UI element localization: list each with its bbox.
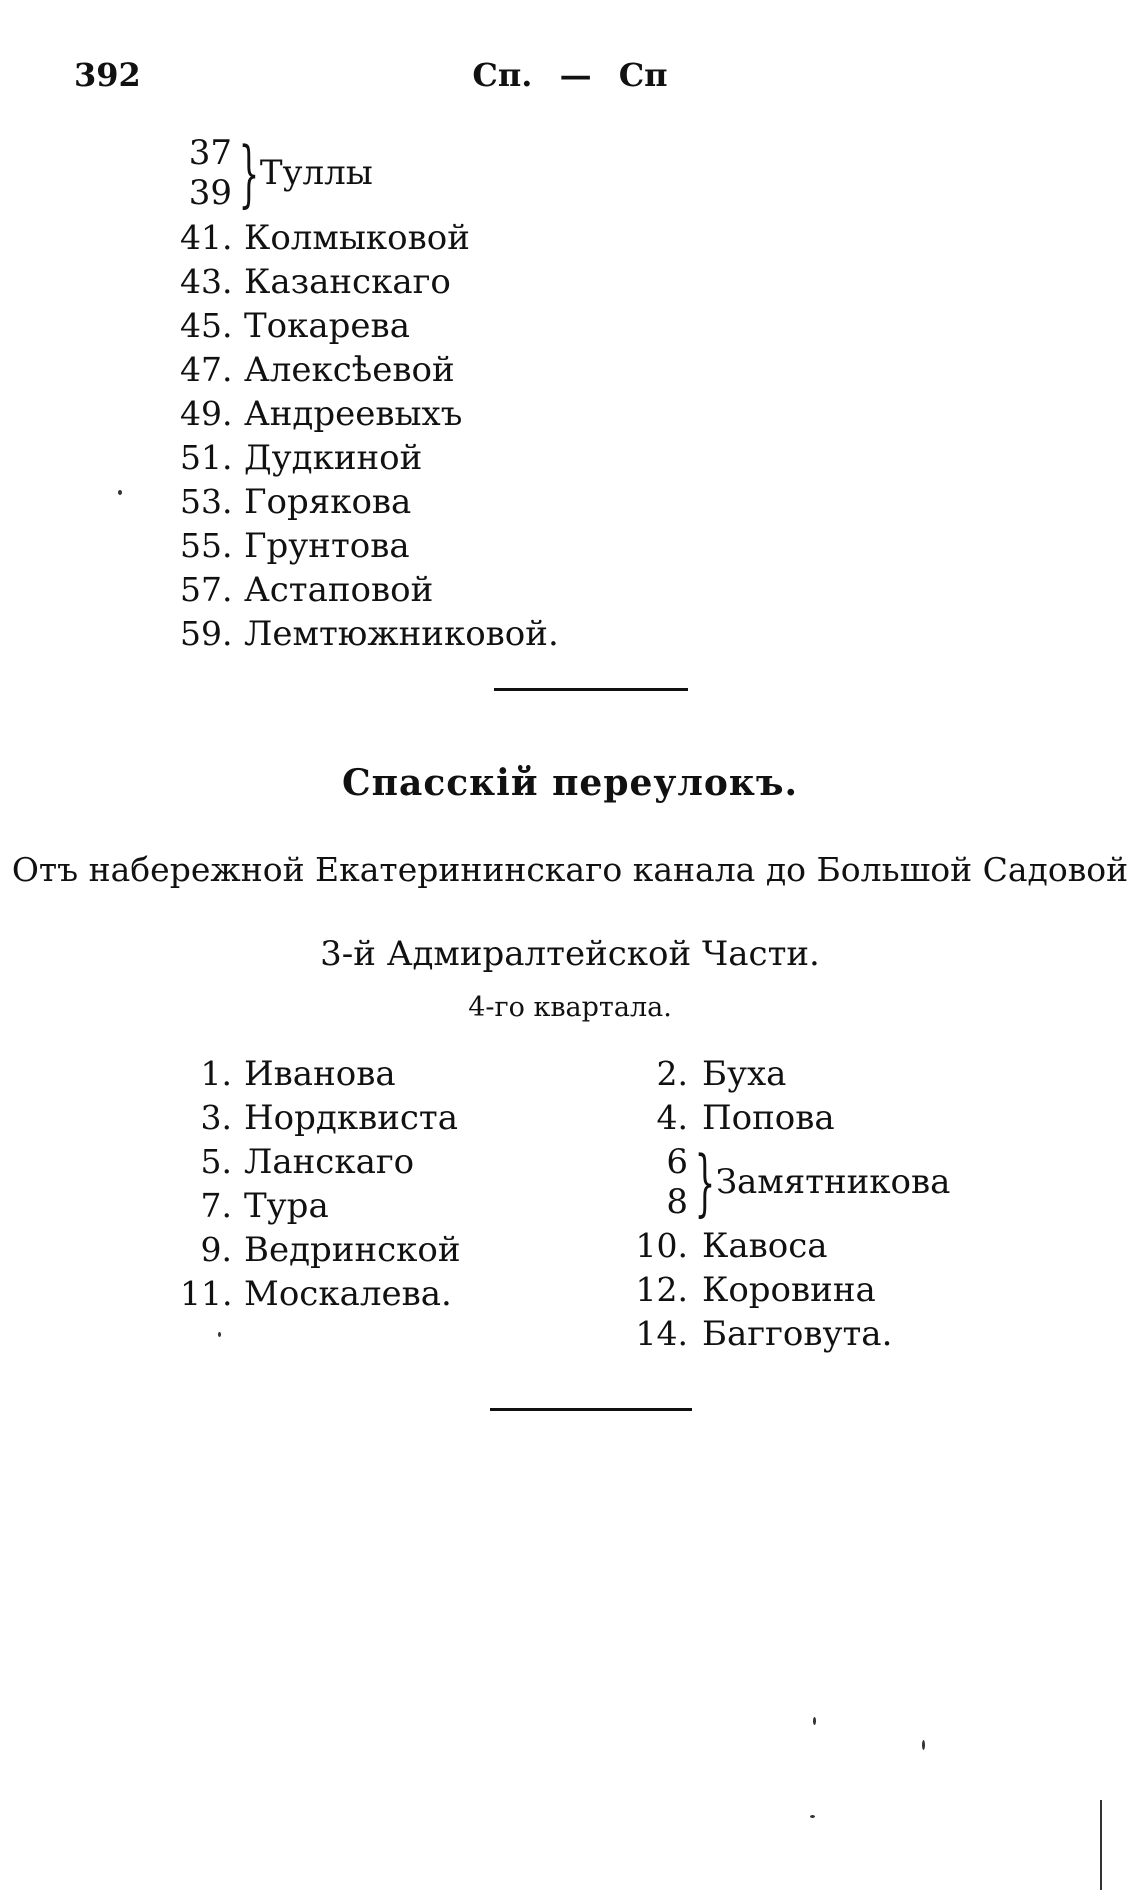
- owner-name: Грунтова: [244, 526, 410, 566]
- quarter-heading: 4-го квартала.: [468, 992, 672, 1023]
- list-item: [180, 436, 559, 480]
- brace-numbers: [180, 133, 232, 213]
- owner-name: Туллы: [259, 153, 373, 193]
- running-head-left: Сп.: [472, 56, 533, 94]
- list-item: [180, 1052, 461, 1096]
- brace-numbers: [630, 1142, 688, 1222]
- house-number: 51.: [180, 438, 233, 477]
- scan-speck: [1100, 1800, 1102, 1890]
- house-number: 49.: [180, 394, 233, 433]
- owner-name: Тура: [244, 1186, 329, 1226]
- list-item: [180, 304, 559, 348]
- house-number: 10.: [635, 1226, 688, 1265]
- house-number: 39: [188, 173, 232, 213]
- owner-name: Коровина: [702, 1270, 876, 1310]
- scan-speck: [922, 1740, 925, 1750]
- list-item: [180, 480, 559, 524]
- scan-speck: [118, 490, 122, 495]
- owner-name: Нордквиста: [244, 1098, 458, 1138]
- list-item: [180, 216, 559, 260]
- list-item: [180, 392, 559, 436]
- owner-name: Иванова: [244, 1054, 396, 1094]
- running-head-dash: —: [559, 56, 592, 94]
- list-item: [180, 1096, 461, 1140]
- house-number: 57.: [180, 570, 233, 609]
- brace-entry: [630, 1139, 950, 1225]
- house-number: 14.: [635, 1314, 688, 1353]
- house-number: 2.: [656, 1054, 688, 1093]
- owner-name: Токарева: [244, 306, 410, 346]
- owner-name: Попова: [702, 1098, 835, 1138]
- house-number: 3.: [200, 1098, 232, 1137]
- list-item: [180, 612, 559, 656]
- owner-name: Ведринской: [244, 1230, 461, 1270]
- house-number: 11.: [180, 1274, 233, 1313]
- owner-name: Москалева.: [244, 1274, 452, 1314]
- owner-name: Буха: [702, 1054, 787, 1094]
- house-number: 9.: [200, 1230, 232, 1269]
- owner-name: Алексѣевой: [244, 350, 455, 390]
- odd-house-list: [180, 1052, 461, 1316]
- list-item: [630, 1312, 950, 1356]
- owner-name: Замятникова: [715, 1162, 951, 1202]
- house-number: 43.: [180, 262, 233, 301]
- house-number: 55.: [180, 526, 233, 565]
- owner-name: Андреевыхъ: [244, 394, 463, 434]
- house-number: 59.: [180, 614, 233, 653]
- street-description: Отъ набережной Екатерининскаго канала до Большой Садовой: [11, 850, 1129, 889]
- list-item: [630, 1096, 950, 1140]
- list-item: [180, 524, 559, 568]
- house-number: 5.: [200, 1142, 232, 1181]
- owner-name: Ланскаго: [244, 1142, 415, 1182]
- owner-name: Кавоса: [702, 1226, 828, 1266]
- house-list-continued: [180, 130, 559, 656]
- list-item: [180, 1140, 461, 1184]
- district-heading: 3-й Адмиралтейской Части.: [320, 934, 820, 974]
- scan-speck: [218, 1332, 221, 1337]
- list-item: [630, 1268, 950, 1312]
- scan-speck: [810, 1815, 815, 1818]
- house-number: 41.: [180, 218, 233, 257]
- house-number: 12.: [635, 1270, 688, 1309]
- brace-entry: [180, 130, 559, 216]
- owner-name: Багговута.: [702, 1314, 893, 1354]
- running-head-right: Сп: [618, 56, 668, 94]
- section-divider: [494, 688, 688, 691]
- list-item: [630, 1052, 950, 1096]
- house-number: 8: [666, 1182, 688, 1222]
- list-item: [180, 260, 559, 304]
- street-title: Спасскій переулокъ.: [342, 762, 798, 804]
- list-item: [180, 568, 559, 612]
- curly-brace-icon: }: [694, 1140, 716, 1224]
- list-item: [180, 1272, 461, 1316]
- list-item: [180, 1228, 461, 1272]
- house-number: 1.: [200, 1054, 232, 1093]
- section-divider: [490, 1408, 692, 1411]
- owner-name: Колмыковой: [244, 218, 470, 258]
- owner-name: Казанскаго: [244, 262, 451, 302]
- curly-brace-icon: }: [238, 131, 260, 215]
- running-head: [0, 56, 1140, 94]
- owner-name: Астаповой: [244, 570, 434, 610]
- scan-speck: [813, 1717, 816, 1725]
- list-item: [630, 1224, 950, 1268]
- owner-name: Лемтюжниковой.: [244, 614, 559, 654]
- house-number: 47.: [180, 350, 233, 389]
- house-number: 37: [188, 133, 232, 173]
- house-number: 6: [666, 1142, 688, 1182]
- house-number: 4.: [656, 1098, 688, 1137]
- house-number: 45.: [180, 306, 233, 345]
- list-item: [180, 348, 559, 392]
- list-item: [180, 1184, 461, 1228]
- owner-name: Дудкиной: [244, 438, 423, 478]
- page-number: 392: [74, 56, 141, 94]
- house-number: 53.: [180, 482, 233, 521]
- owner-name: Горякова: [244, 482, 412, 522]
- house-number: 7.: [200, 1186, 232, 1225]
- even-house-list: [630, 1052, 950, 1356]
